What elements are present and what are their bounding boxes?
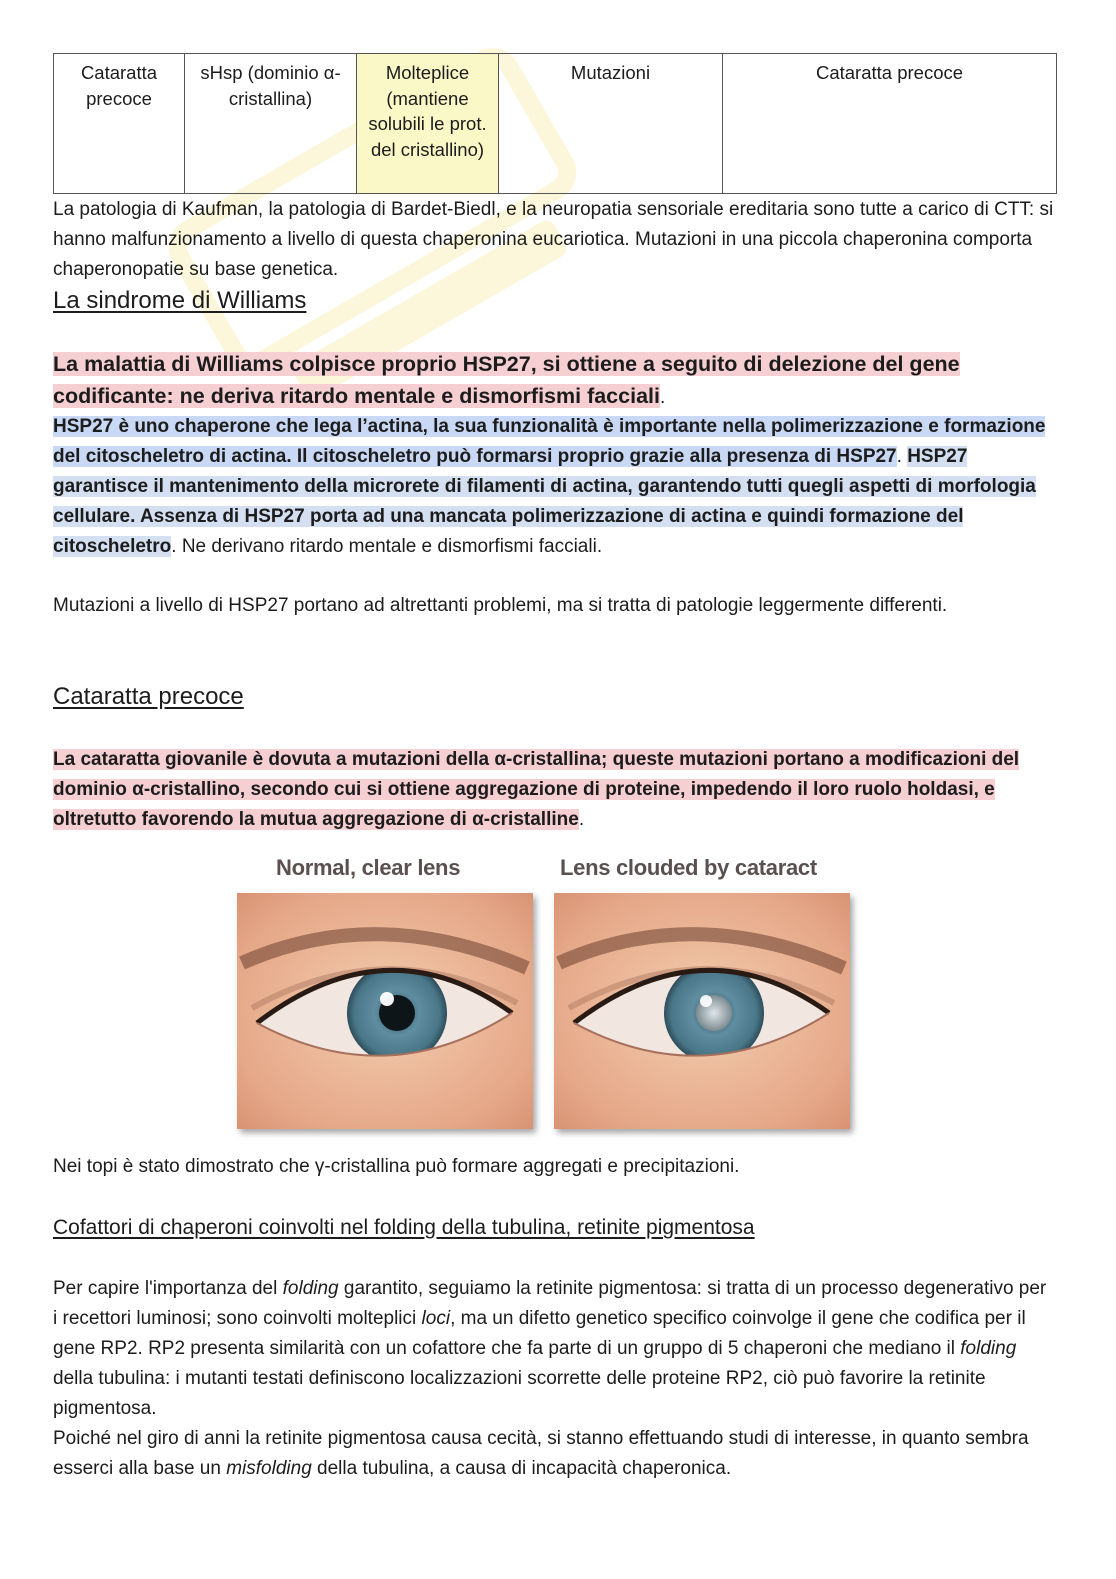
hsp27-tail: . Ne derivano ritardo mentale e dismorfismi facciali. (171, 536, 603, 557)
italic-term: misfolding (226, 1458, 312, 1479)
italic-term: folding (282, 1278, 339, 1299)
text-span: garantito, seguiamo la retinite pigmentosa: si tratta di un processo degenerativo per i recettori luminosi; sono coinvolti molteplici (53, 1278, 1047, 1329)
italic-term: loci (421, 1308, 451, 1329)
hsp27-blue-highlight-1: HSP27 è uno chaperone che lega l’actina, la sua funzionalità è importante nella polimerizzazione e formazione del citoscheletro di actina. Il citoscheletro può formarsi proprio grazie alla presenza di HSP27 (53, 416, 1046, 467)
eye-image-cataract (554, 893, 850, 1129)
figure-title-cataract: Lens clouded by cataract (560, 855, 817, 880)
text-span: Poiché nel giro di anni la retinite pigmentosa causa cecità, si stanno effettuando studi di interesse, in quanto sembra esserci alla base un (53, 1428, 1029, 1479)
williams-pink-highlight: La malattia di Williams colpisce proprio HSP27, si ottiene a seguito di delezione del gene codificante: ne deriva ritardo mentale e dismorfismi facciali (53, 352, 960, 408)
mice-paragraph: Nei topi è stato dimostrato che γ-cristallina può formare aggregati e precipitazioni. (53, 1156, 740, 1177)
hsp27-mutations-paragraph: Mutazioni a livello di HSP27 portano ad altrettanti problemi, ma si tratta di patologie leggermente differenti. (53, 595, 948, 616)
cataract-pink-end: . (578, 809, 585, 830)
cataract-highlight-paragraph (53, 745, 1063, 835)
text-span: Per capire l'importanza del (53, 1278, 283, 1299)
williams-pink-end: . (659, 386, 666, 408)
section-heading-williams: La sindrome di Williams (53, 287, 307, 314)
section-heading-cataract: Cataratta precoce (53, 683, 244, 710)
table-row (54, 54, 1057, 194)
table-cell-chaperone: sHsp (dominio α-cristallina) (185, 54, 357, 194)
summary-table (53, 53, 1057, 194)
text-span: , ma un difetto genetico specifico coinvolge il gene che codifica per il gene RP2. RP2 presenta similarità con un cofattore che fa parte di un gruppo di 5 chaperoni che mediano il (53, 1308, 1026, 1359)
table-cell-disease: Cataratta precoce (54, 54, 185, 194)
section-heading-tubulin: Cofattori di chaperoni coinvolti nel folding della tubulina, retinite pigmentosa (53, 1216, 755, 1239)
tubulin-paragraph-1 (53, 1274, 1053, 1424)
tubulin-paragraph-2 (53, 1424, 1053, 1484)
hsp27-separator: . (896, 446, 908, 467)
cataract-pink-highlight: La cataratta giovanile è dovuta a mutazioni della α-cristallina; queste mutazioni portano a modificazioni del dominio α-cristallino, secondo cui si ottiene aggregazione di proteine, impedendo il loro ruolo holdasi, e oltretutto favorendo la mutua aggregazione di α-cristalline (53, 749, 1020, 830)
table-cell-function: Molteplice (mantiene solubili le prot. del cristallino) (357, 54, 499, 194)
italic-term: folding (960, 1338, 1017, 1359)
table-cell-defect: Mutazioni (499, 54, 723, 194)
text-span: della tubulina: i mutanti testati definiscono localizzazioni scorrette delle proteine RP2, ciò può favorire la retinite pigmentosa. (53, 1368, 986, 1419)
text-span: della tubulina, a causa di incapacità chaperonica. (311, 1458, 732, 1479)
figure-title-normal: Normal, clear lens (276, 855, 461, 880)
intro-paragraph: La patologia di Kaufman, la patologia di Bardet-Biedl, e la neuropatia sensoriale ereditaria sono tutte a carico di CTT: si hanno malfunzionamento a livello di questa chaperonina eucariotica. Mutazioni in una piccola chaperonina comporta chaperonopatie su base genetica. (53, 199, 1054, 280)
eye-image-normal (237, 893, 533, 1129)
table-cell-pathology: Cataratta precoce (723, 54, 1057, 194)
hsp27-paragraph (53, 412, 1058, 562)
williams-highlight-paragraph (53, 349, 1063, 413)
hsp27-blue-highlight-2: HSP27 garantisce il mantenimento della microrete di filamenti di actina, garantendo tutti quegli aspetti di morfologia cellulare. Assenza di HSP27 porta ad una mancata polimerizzazione di actina e quindi formazione del citoscheletro (53, 446, 1036, 557)
